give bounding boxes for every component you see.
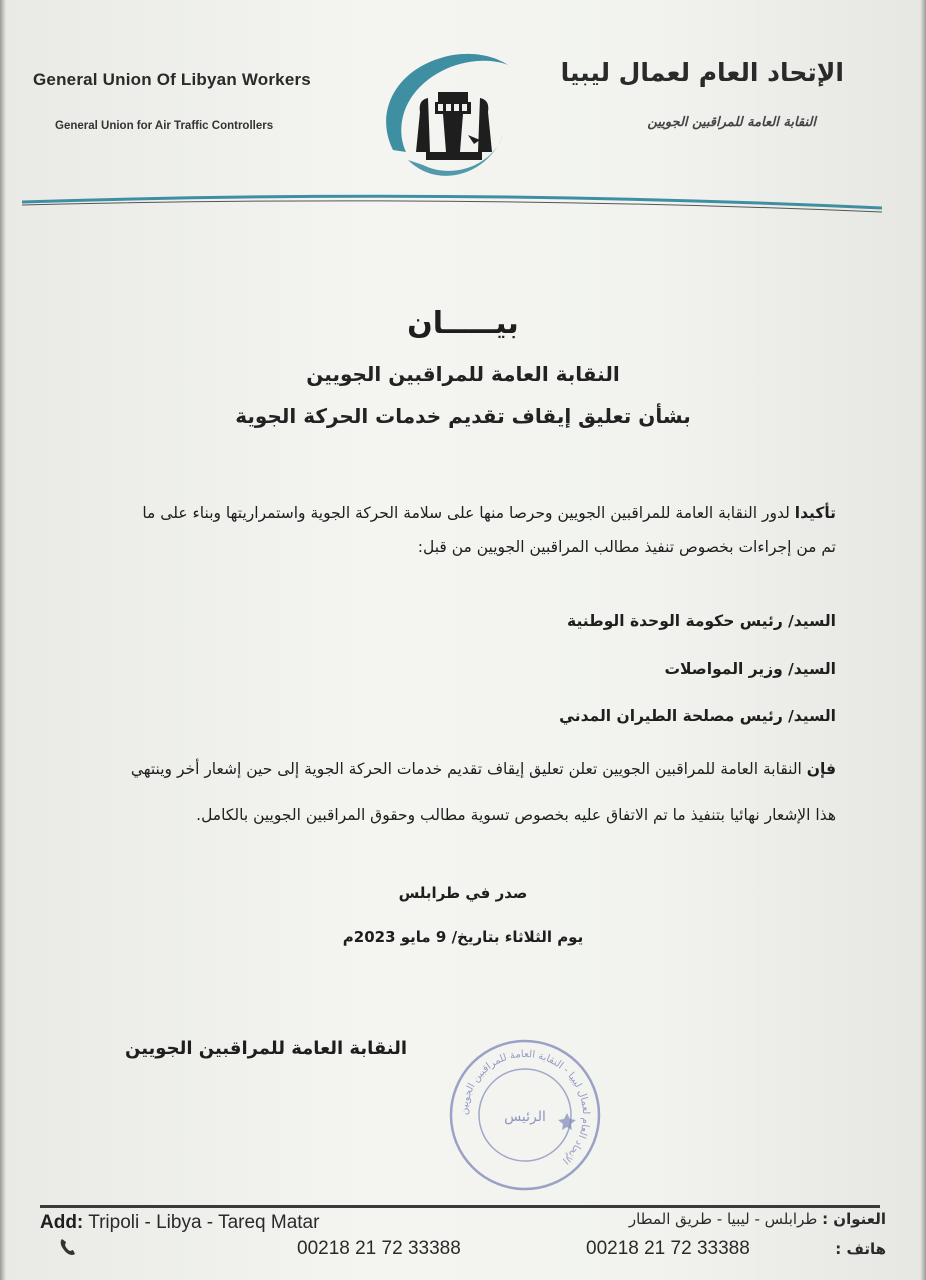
phone-icon bbox=[57, 1236, 79, 1258]
footer-address-ar-value: طرابلس - ليبيا - طريق المطار bbox=[628, 1210, 823, 1228]
footer-divider bbox=[40, 1205, 880, 1208]
letterhead-divider bbox=[22, 190, 882, 220]
paragraph-announcement bbox=[130, 746, 836, 838]
footer-address-ar-label: العنوان : bbox=[822, 1210, 886, 1228]
footer-phone-en: 00218 21 72 33388 bbox=[297, 1238, 461, 1259]
addressee-civil-aviation: السيد/ رئيس مصلحة الطيران المدني bbox=[559, 707, 836, 725]
page-edge-right bbox=[920, 0, 926, 1280]
addressee-prime-minister: السيد/ رئيس حكومة الوحدة الوطنية bbox=[567, 612, 836, 630]
issued-date: يوم الثلاثاء بتاريخ/ 9 مايو 2023م bbox=[342, 928, 584, 946]
letterhead-ar-sub: النقابة العامة للمراقبين الجويين bbox=[647, 115, 816, 130]
paragraph-announcement-text: النقابة العامة للمراقبين الجويين تعلن تعليق إيقاف تقديم خدمات الحركة الجوية إلى حين إشعار أخر وينتهي هذا الإشعار نهائيا بتنفيذ ما تم الاتفاق عليه بخصوص تسوية مطالب وحقوق المراقبين الجويين بالكامل. bbox=[130, 760, 836, 824]
official-stamp-icon bbox=[445, 1035, 605, 1195]
svg-text:الإتحاد العام لعمال ليبيا - ال bbox=[459, 1049, 591, 1166]
paragraph-announcement-lead: فإن bbox=[806, 760, 836, 778]
stamp-ring-text: الإتحاد العام لعمال ليبيا - النقابة العامة للمراقبين الجويين bbox=[458, 1048, 592, 1166]
paragraph-intro-lead: تأكيدا bbox=[794, 504, 836, 522]
paragraph-intro-text: لدور النقابة العامة للمراقبين الجويين وحرصا منها على سلامة الحركة الجوية واستمراريتها وبناء على ما تم من إجراءات بخصوص تنفيذ مطالب المراقبين الجويين من قبل: bbox=[142, 504, 836, 556]
statement-issuer: النقابة العامة للمراقبين الجويين bbox=[306, 362, 620, 386]
letterhead-ar-org: الإتحاد العام لعمال ليبيا bbox=[560, 58, 844, 87]
statement-title: بيـــــان bbox=[407, 306, 519, 341]
footer-address-ar bbox=[629, 1210, 886, 1228]
statement-subject: بشأن تعليق إيقاف تقديم خدمات الحركة الجوية bbox=[235, 404, 691, 428]
footer-address-value: Tripoli - Libya - Tareq Matar bbox=[83, 1212, 320, 1233]
letterhead-en-org: General Union Of Libyan Workers bbox=[33, 70, 311, 89]
addressee-transport-minister: السيد/ وزير المواصلات bbox=[664, 660, 836, 678]
footer-address-en bbox=[40, 1212, 319, 1234]
stamp-center-text: الرئيس bbox=[504, 1109, 546, 1125]
paragraph-intro bbox=[130, 496, 836, 564]
issued-place: صدر في طرابلس bbox=[398, 884, 528, 902]
footer-phone-ar-number: 00218 21 72 33388 bbox=[586, 1238, 750, 1259]
signatory: النقابة العامة للمراقبين الجويين bbox=[125, 1038, 408, 1059]
control-tower-emblem-icon bbox=[368, 40, 513, 190]
letterhead-en-sub: General Union for Air Traffic Controllers bbox=[55, 120, 274, 132]
footer-address-label: Add: bbox=[40, 1212, 84, 1233]
footer-phone-ar-label: هاتف : bbox=[835, 1240, 886, 1258]
page-edge-left bbox=[0, 0, 6, 1280]
